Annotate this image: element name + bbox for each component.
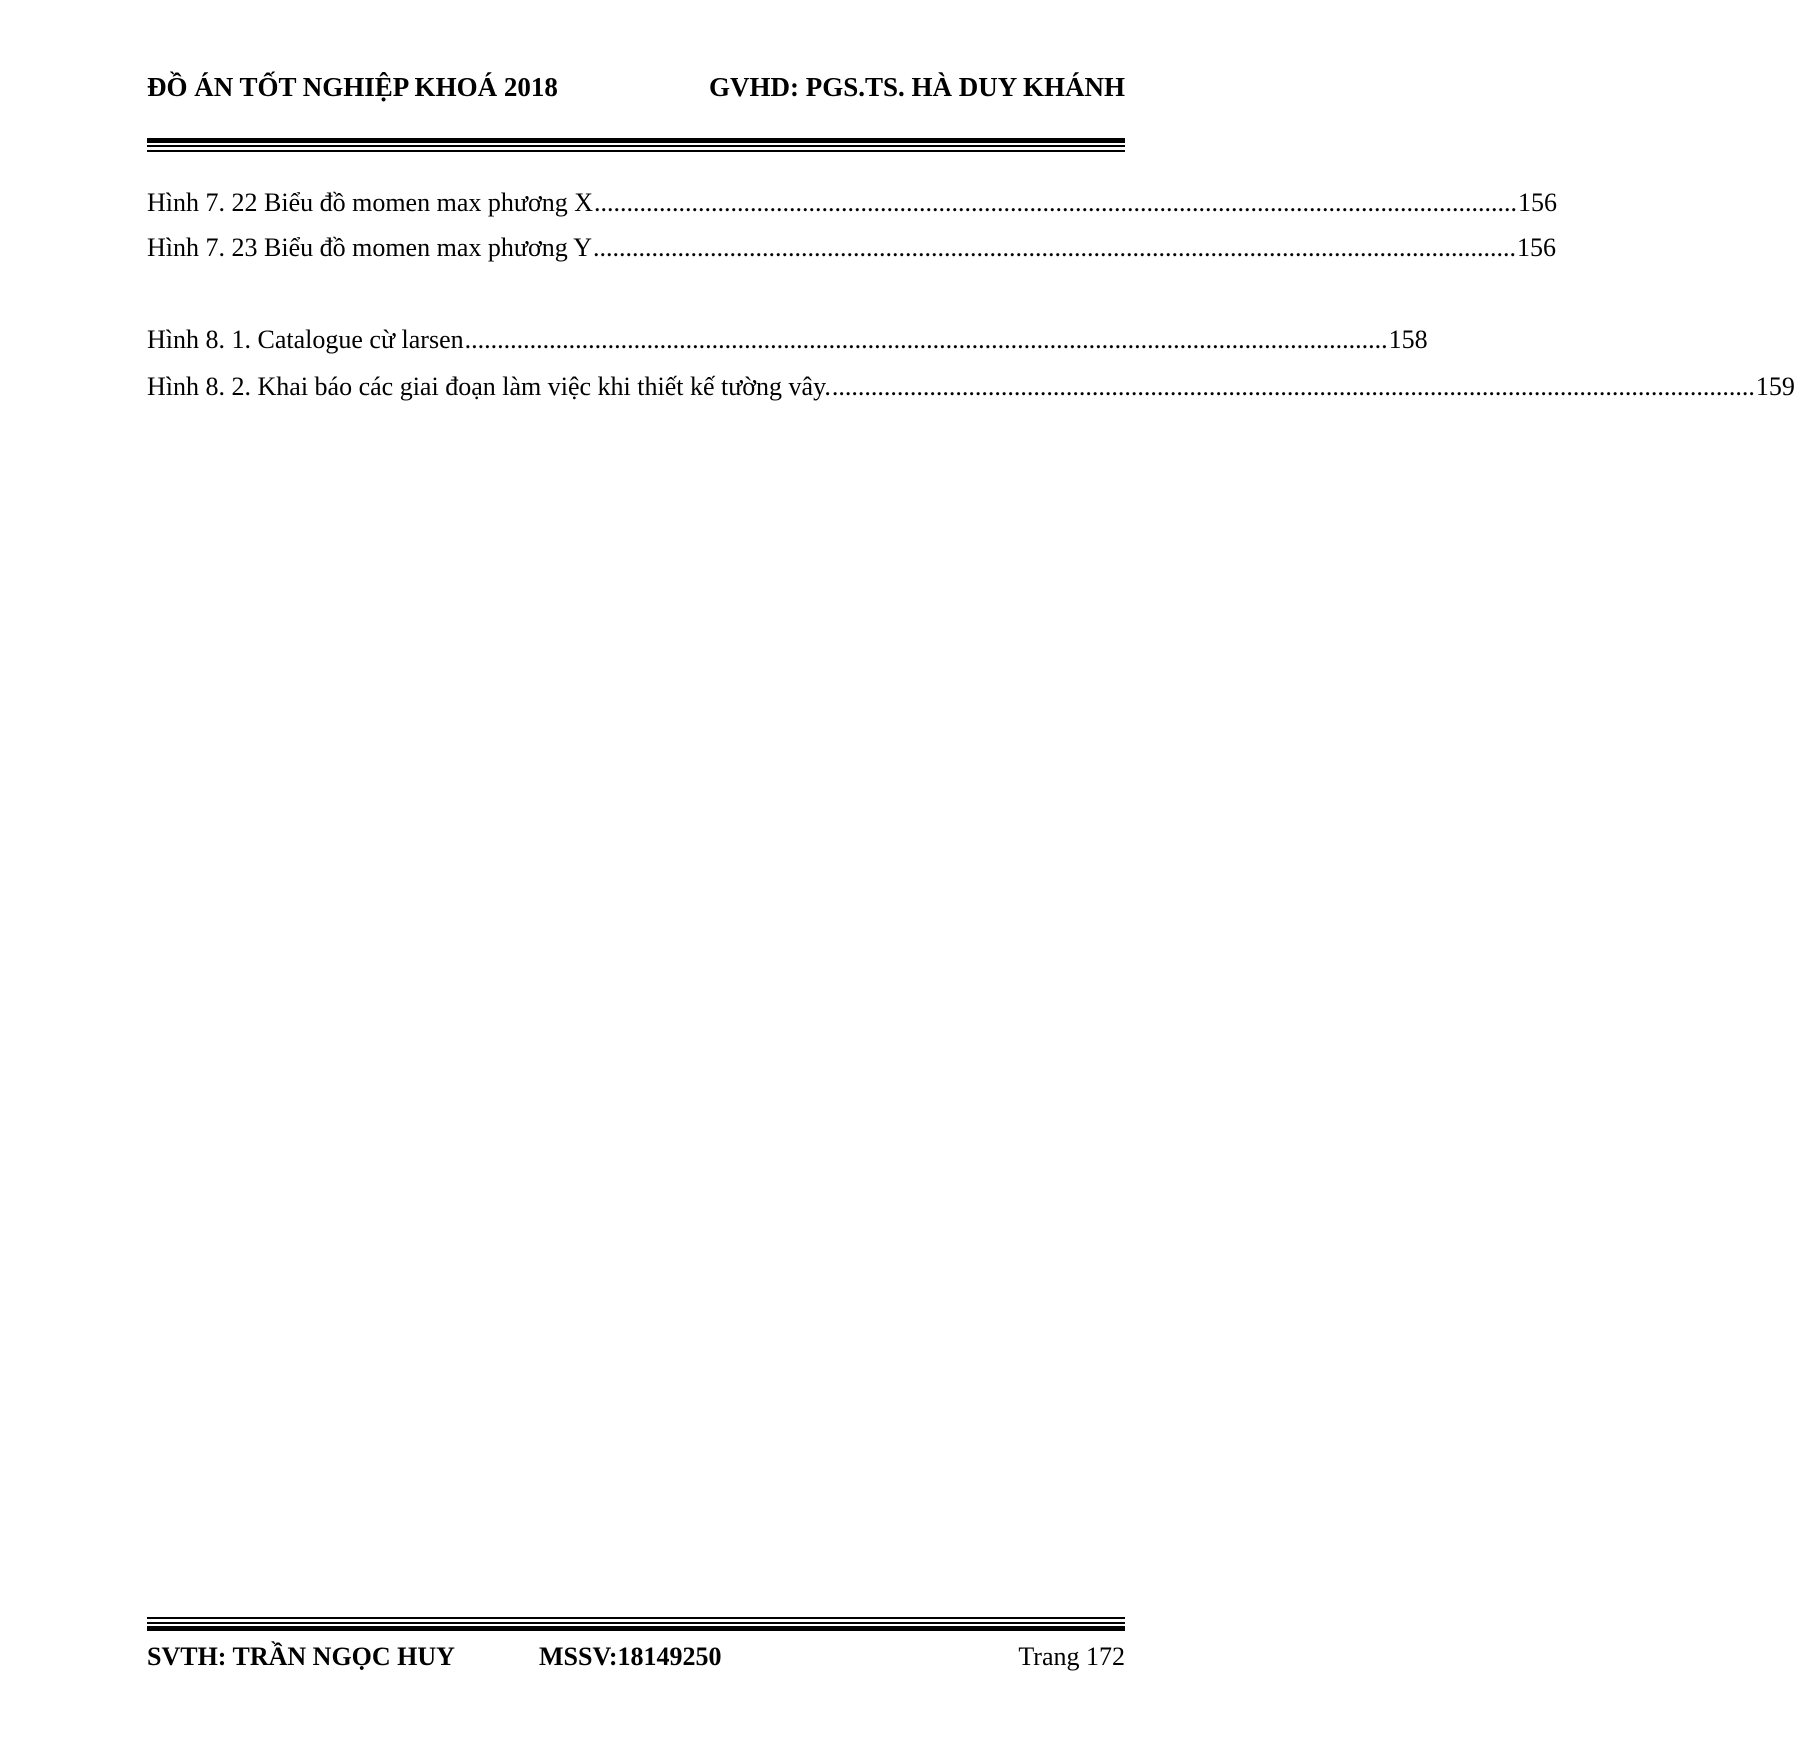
toc-entry-page: 156 — [1517, 188, 1557, 217]
toc-entry[interactable] — [147, 325, 1428, 359]
footer-student-id: MSSV:18149250 — [539, 1642, 722, 1671]
toc-entry-label: Hình 7. 22 Biểu đồ momen max phương X — [147, 188, 593, 217]
dot-leader: .............................................................................................................................................. — [593, 233, 1517, 262]
footer-rule-thin — [147, 1617, 1125, 1619]
toc-entry[interactable] — [147, 188, 1557, 222]
footer-page-number: Trang 172 — [1018, 1642, 1125, 1671]
toc-entry-page: 159 — [1755, 372, 1795, 401]
header-advisor: GVHD: PGS.TS. HÀ DUY KHÁNH — [708, 72, 1125, 102]
header-rule-thin — [147, 150, 1125, 152]
footer-rule-mid — [147, 1622, 1125, 1624]
page-header — [147, 72, 1125, 112]
dot-leader: .............................................................................................................................................. — [464, 325, 1388, 354]
toc-entry-page: 156 — [1517, 233, 1557, 262]
toc-entry-page: 158 — [1388, 325, 1428, 354]
toc-entry[interactable] — [147, 372, 1795, 406]
footer-rule-thick — [147, 1626, 1125, 1631]
header-rule-thick — [147, 138, 1125, 143]
dot-leader: .............................................................................................................................................. — [831, 372, 1755, 401]
header-project-title: ĐỒ ÁN TỐT NGHIỆP KHOÁ 2018 — [147, 72, 558, 102]
toc-entry-label: Hình 8. 1. Catalogue cừ larsen — [147, 325, 464, 354]
footer-student-name: SVTH: TRẦN NGỌC HUY — [147, 1642, 455, 1671]
toc-entry-label: Hình 7. 23 Biểu đồ momen max phương Y — [147, 233, 593, 262]
toc-entry-label: Hình 8. 2. Khai báo các giai đoạn làm việc khi thiết kế tường vây. — [147, 372, 831, 401]
toc-entry[interactable] — [147, 233, 1557, 267]
header-rule-mid — [147, 145, 1125, 147]
dot-leader: .............................................................................................................................................. — [593, 188, 1517, 217]
page-footer — [147, 1642, 1125, 1682]
